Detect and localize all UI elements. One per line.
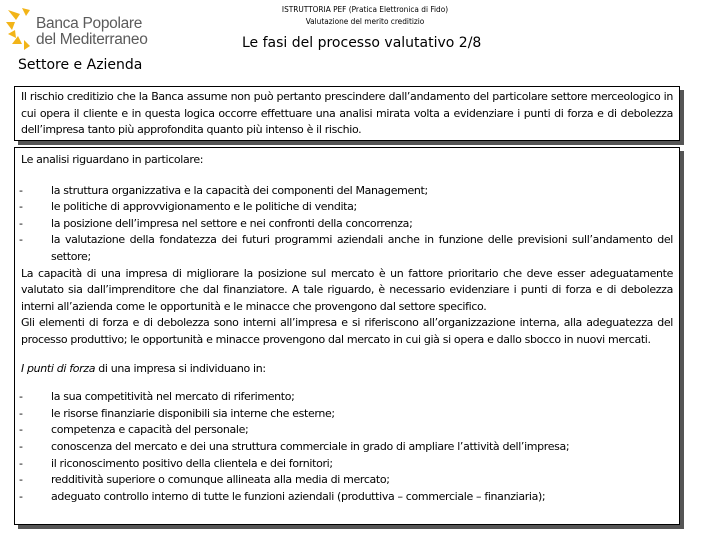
section-label: Settore e Azienda xyxy=(18,57,143,73)
bank-logo xyxy=(6,6,156,56)
logo-wordmark xyxy=(36,16,148,48)
list-item: - le risorse finanziarie disponibili sia interne che esterne; xyxy=(21,406,673,423)
list-item: - il riconoscimento positivo della clientela e dei fornitori; xyxy=(21,456,673,473)
analysis-box xyxy=(14,147,680,525)
logo-line-2: del Mediterraneo xyxy=(36,31,148,48)
logo-line-1: Banca Popolare xyxy=(36,15,143,32)
analysis-paragraph-2: Gli elementi di forza e di debolezza sono interni all’impresa e si riferiscono all’organizzazione interna, alla adeguatezza del processo produttivo; le opportunità e minacce provengono dal mercato in cui già si opera e dallo sbocco in nuovi mercati. xyxy=(21,316,673,346)
strengths-lead xyxy=(21,361,673,378)
strengths-lead-italic: I punti di forza xyxy=(21,361,96,375)
list-item: - la posizione dell’impresa nel settore e nei confronti della concorrenza; xyxy=(21,216,673,233)
strengths-lead-rest: di una impresa si individuano in: xyxy=(95,361,266,375)
list-item: - redditività superiore o comunque allineata alla media di mercato; xyxy=(21,472,673,489)
intro-text: Il rischio creditizio che la Banca assume non può pertanto prescindere dall’andamento del particolare settore merceologico in cui opera il cliente e in questa logica occorre effettuare una analisi mirata volta a evidenziare i punti di forza e di debolezza dell’impresa tanto più approfondita quanto più intenso è il rischio. xyxy=(21,90,673,137)
header-line-2: Valutazione del merito creditizio xyxy=(305,16,425,26)
list-item: - la struttura organizzativa e la capacità dei componenti del Management; xyxy=(21,183,673,200)
analysis-lead: Le analisi riguardano in particolare: xyxy=(21,153,204,166)
list-item: - conoscenza del mercato e dei una struttura commerciale in grado di ampliare l’attività dell’impresa; xyxy=(21,439,673,456)
list-item: - competenza e capacità del personale; xyxy=(21,422,673,439)
list-item: - le politiche di approvvigionamento e le politiche di vendita; xyxy=(21,199,673,216)
strengths-list xyxy=(21,389,673,505)
list-item: - la sua competitività nel mercato di riferimento; xyxy=(21,389,673,406)
page-title: Le fasi del processo valutativo 2/8 xyxy=(242,35,482,51)
analysis-paragraph-1: La capacità di una impresa di migliorare la posizione sul mercato è un fattore prioritario che deve esser adeguatamente valutato sia dall’imprenditore che dal finanziatore. A tale riguardo, è necessario evidenziare i punti di forza e di debolezza interni all’azienda come le opportunità e le minacce che provengono dal settore specifico. xyxy=(21,266,673,313)
analysis-list xyxy=(21,183,673,266)
intro-box xyxy=(14,86,680,141)
header-line-1: ISTRUTTORIA PEF (Pratica Elettronica di Fido) xyxy=(281,4,449,14)
list-item: - la valutazione della fondatezza dei futuri programmi aziendali anche in funzione delle previsioni sull’andamento del settore; xyxy=(21,232,673,265)
list-item: - adeguato controllo interno di tutte le funzioni aziendali (produttiva – commerciale – finanziaria); xyxy=(21,489,673,506)
